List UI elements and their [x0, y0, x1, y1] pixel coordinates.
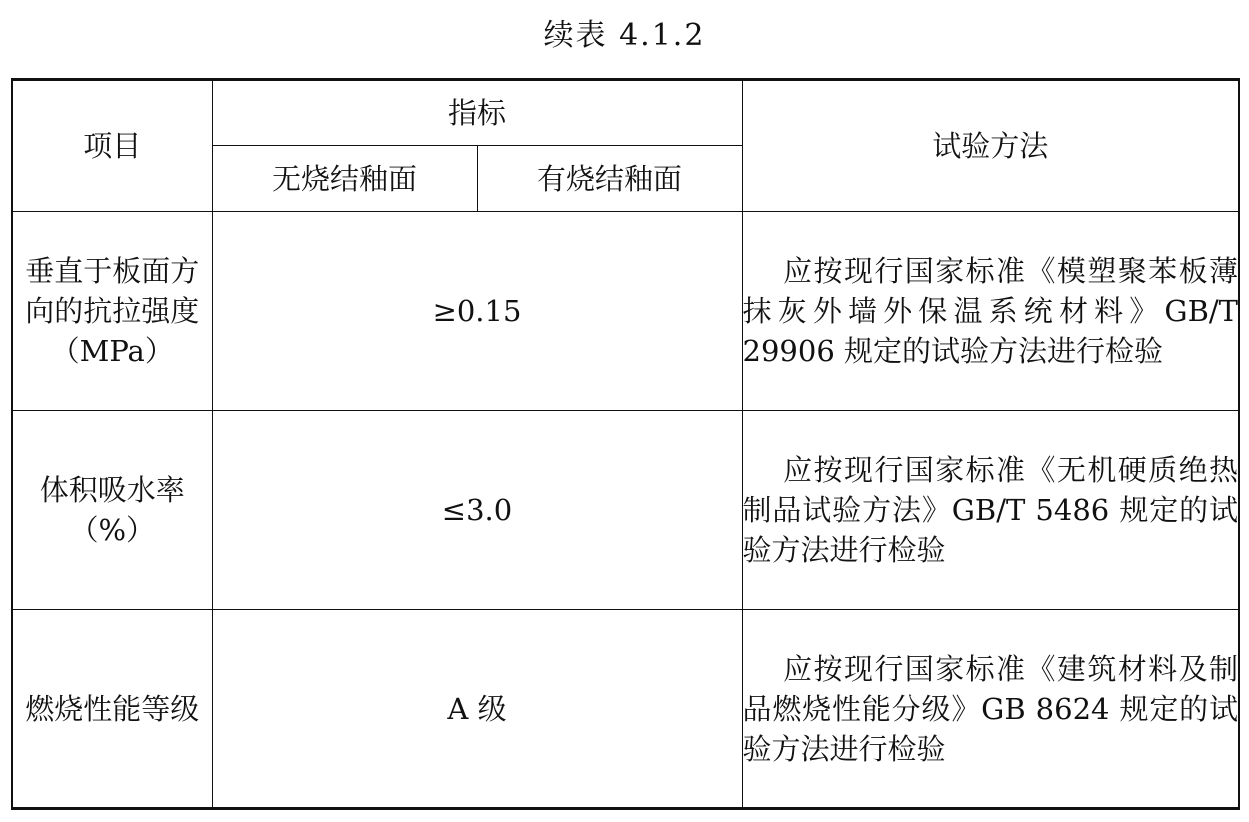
table-row — [12, 610, 1239, 809]
header-item: 项目 — [12, 80, 212, 212]
header-index: 指标 — [212, 80, 742, 146]
header-sintered-glaze: 有烧结釉面 — [477, 146, 742, 212]
table-row — [12, 212, 1239, 411]
header-method: 试验方法 — [742, 80, 1239, 212]
row-value: A 级 — [212, 610, 742, 809]
header-row-1 — [12, 80, 1239, 146]
row-item: 垂直于板面方向的抗拉强度（MPa） — [12, 212, 212, 411]
row-item: 燃烧性能等级 — [12, 610, 212, 809]
row-item: 体积吸水率（%） — [12, 411, 212, 610]
row-method: 应按现行国家标准《建筑材料及制品燃烧性能分级》GB 8624 规定的试验方法进行检验 — [742, 610, 1239, 809]
table-row — [12, 411, 1239, 610]
row-method: 应按现行国家标准《模塑聚苯板薄抹灰外墙外保温系统材料》GB/T 29906 规定的试验方法进行检验 — [742, 212, 1239, 411]
row-value: ≥0.15 — [212, 212, 742, 411]
row-method: 应按现行国家标准《无机硬质绝热制品试验方法》GB/T 5486 规定的试验方法进行检验 — [742, 411, 1239, 610]
spec-table — [11, 78, 1240, 810]
table-caption: 续表 4.1.2 — [543, 18, 706, 53]
header-unsintered-glaze: 无烧结釉面 — [212, 146, 477, 212]
row-value: ≤3.0 — [212, 411, 742, 610]
